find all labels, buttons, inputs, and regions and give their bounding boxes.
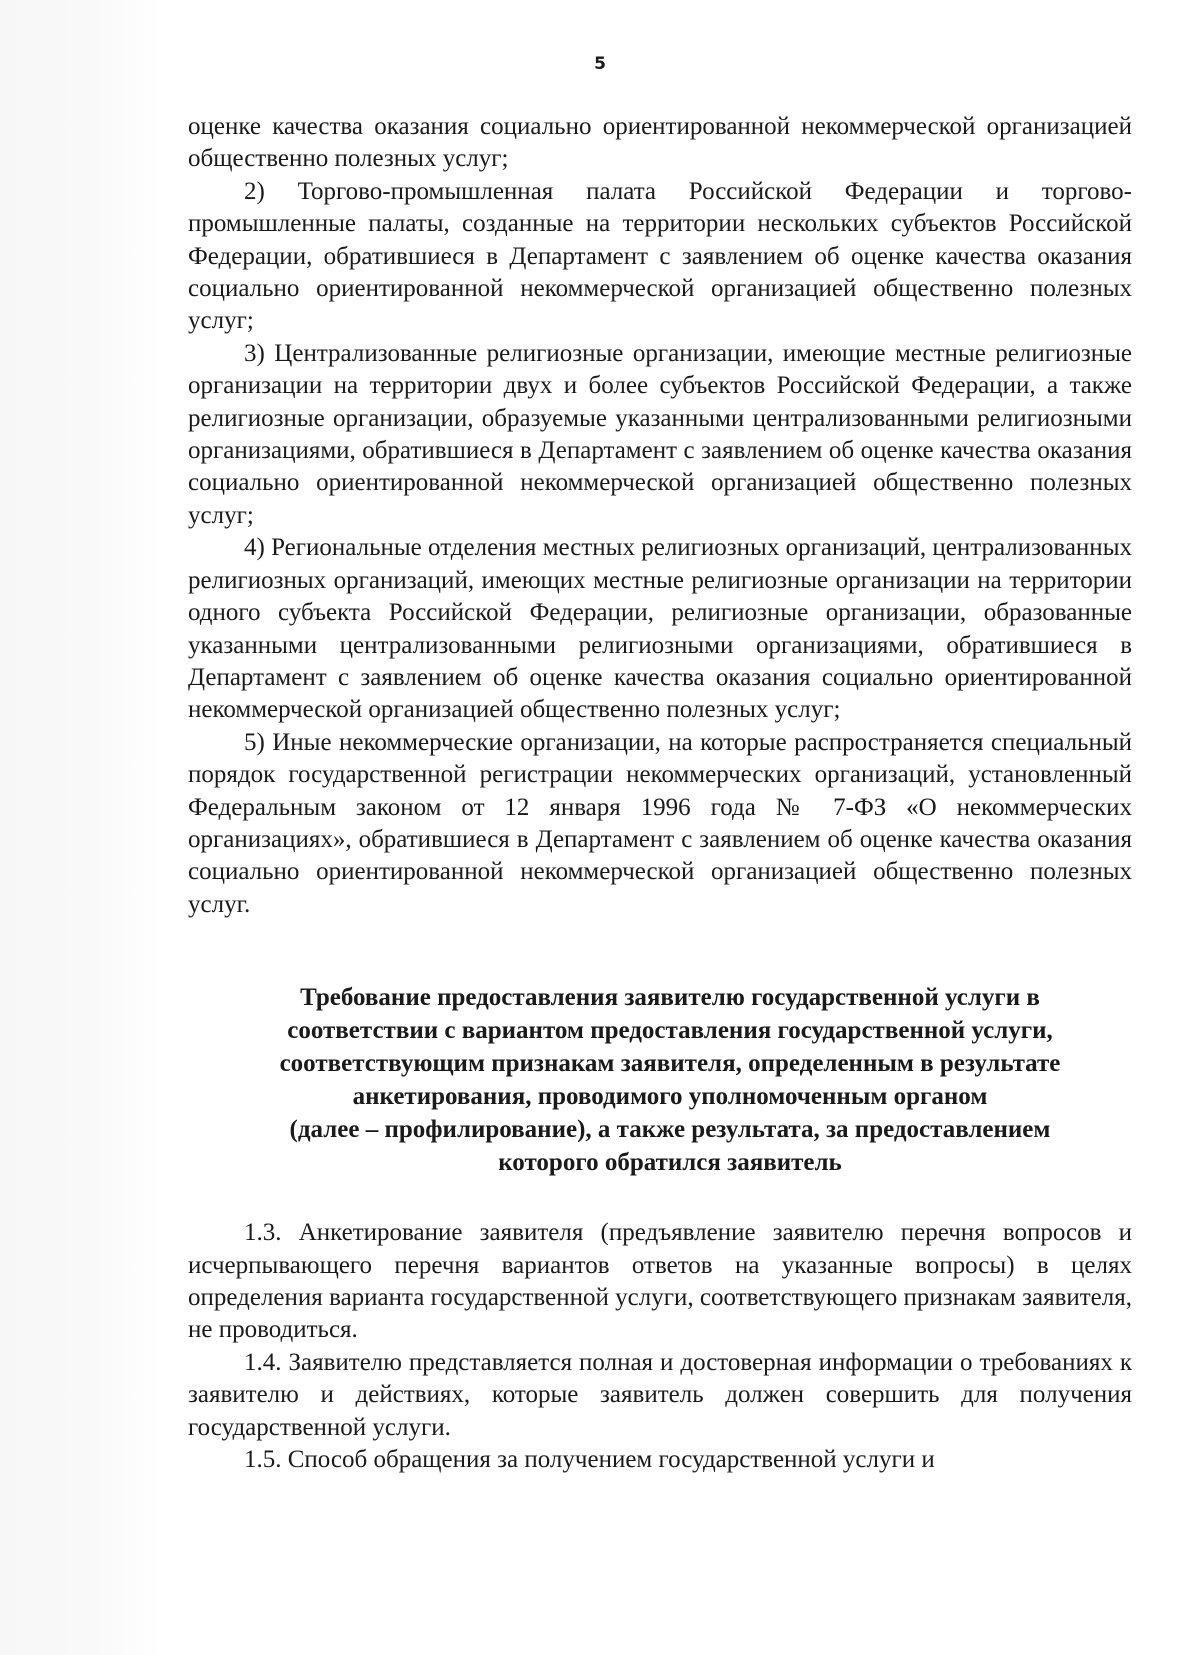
- page-number: 5: [594, 54, 606, 74]
- scan-shadow: [0, 0, 160, 1655]
- clause-1-3: 1.3. Анкетирование заявителя (предъявление заявителю перечня вопросов и исчерпывающего перечня вариантов ответов на указанные вопросы) в целях определения варианта государственной услуги, соответствующего признакам заявителя, не проводиться.: [188, 1219, 1132, 1344]
- heading-line: (далее – профилирование), а также результата, за предоставлением: [289, 1116, 1051, 1144]
- list-item-2: 2) Торгово-промышленная палата Российской Федерации и торгово-промышленные палаты, созданные на территории нескольких субъектов Российской Федерации, обратившиеся в Департамент с заявлением об оценке качества оказания социально ориентированной некоммерческой организацией общественно полезных услуг;: [188, 177, 1132, 335]
- document-body: [188, 111, 1132, 1476]
- list-item-3: 3) Централизованные религиозные организации, имеющие местные религиозные организации на территории двух и более субъектов Российской Федерации, а также религиозные организации, образуемые указанными централизованными религиозными организациями, обратившиеся в Департамент с заявлением об оценке качества оказания социально ориентированной некоммерческой организацией общественно полезных услуг;: [188, 339, 1132, 529]
- list-item-5: 5) Иные некоммерческие организации, на которые распространяется специальный порядок государственной регистрации некоммерческих организаций, установленный Федеральным законом от 12 января 1996 года № 7-ФЗ «О некоммерческих организациях», обратившиеся в Департамент с заявлением об оценке качества оказания социально ориентированной некоммерческой организацией общественно полезных услуг.: [188, 728, 1132, 918]
- list-item-4: 4) Региональные отделения местных религиозных организаций, централизованных религиозных организаций, имеющих местные религиозные организации на территории одного субъекта Российской Федерации, религиозные организации, образованные указанными централизованными религиозными организациями, обратившиеся в Департамент с заявлением об оценке качества оказания социально ориентированной некоммерческой организацией общественно полезных услуг;: [188, 534, 1132, 724]
- heading-line: соответствии с вариантом предоставления государственной услуги,: [287, 1017, 1053, 1045]
- clause-1-5: 1.5. Способ обращения за получением государственной услуги и: [244, 1446, 935, 1473]
- section-heading: [188, 981, 1132, 1179]
- heading-line: Требование предоставления заявителю государственной услуги в: [300, 984, 1040, 1012]
- heading-line: которого обратился заявитель: [498, 1149, 842, 1177]
- heading-line: анкетирования, проводимого уполномоченным органом: [352, 1083, 988, 1111]
- paragraph-continuation: оценке качества оказания социально ориентированной некоммерческой организацией общественно полезных услуг;: [188, 113, 1132, 173]
- clause-1-4: 1.4. Заявителю представляется полная и достоверная информации о требованиях к заявителю и действиях, которые заявитель должен совершить для получения государственной услуги.: [188, 1348, 1132, 1441]
- heading-line: соответствующим признакам заявителя, определенным в результате: [279, 1050, 1061, 1078]
